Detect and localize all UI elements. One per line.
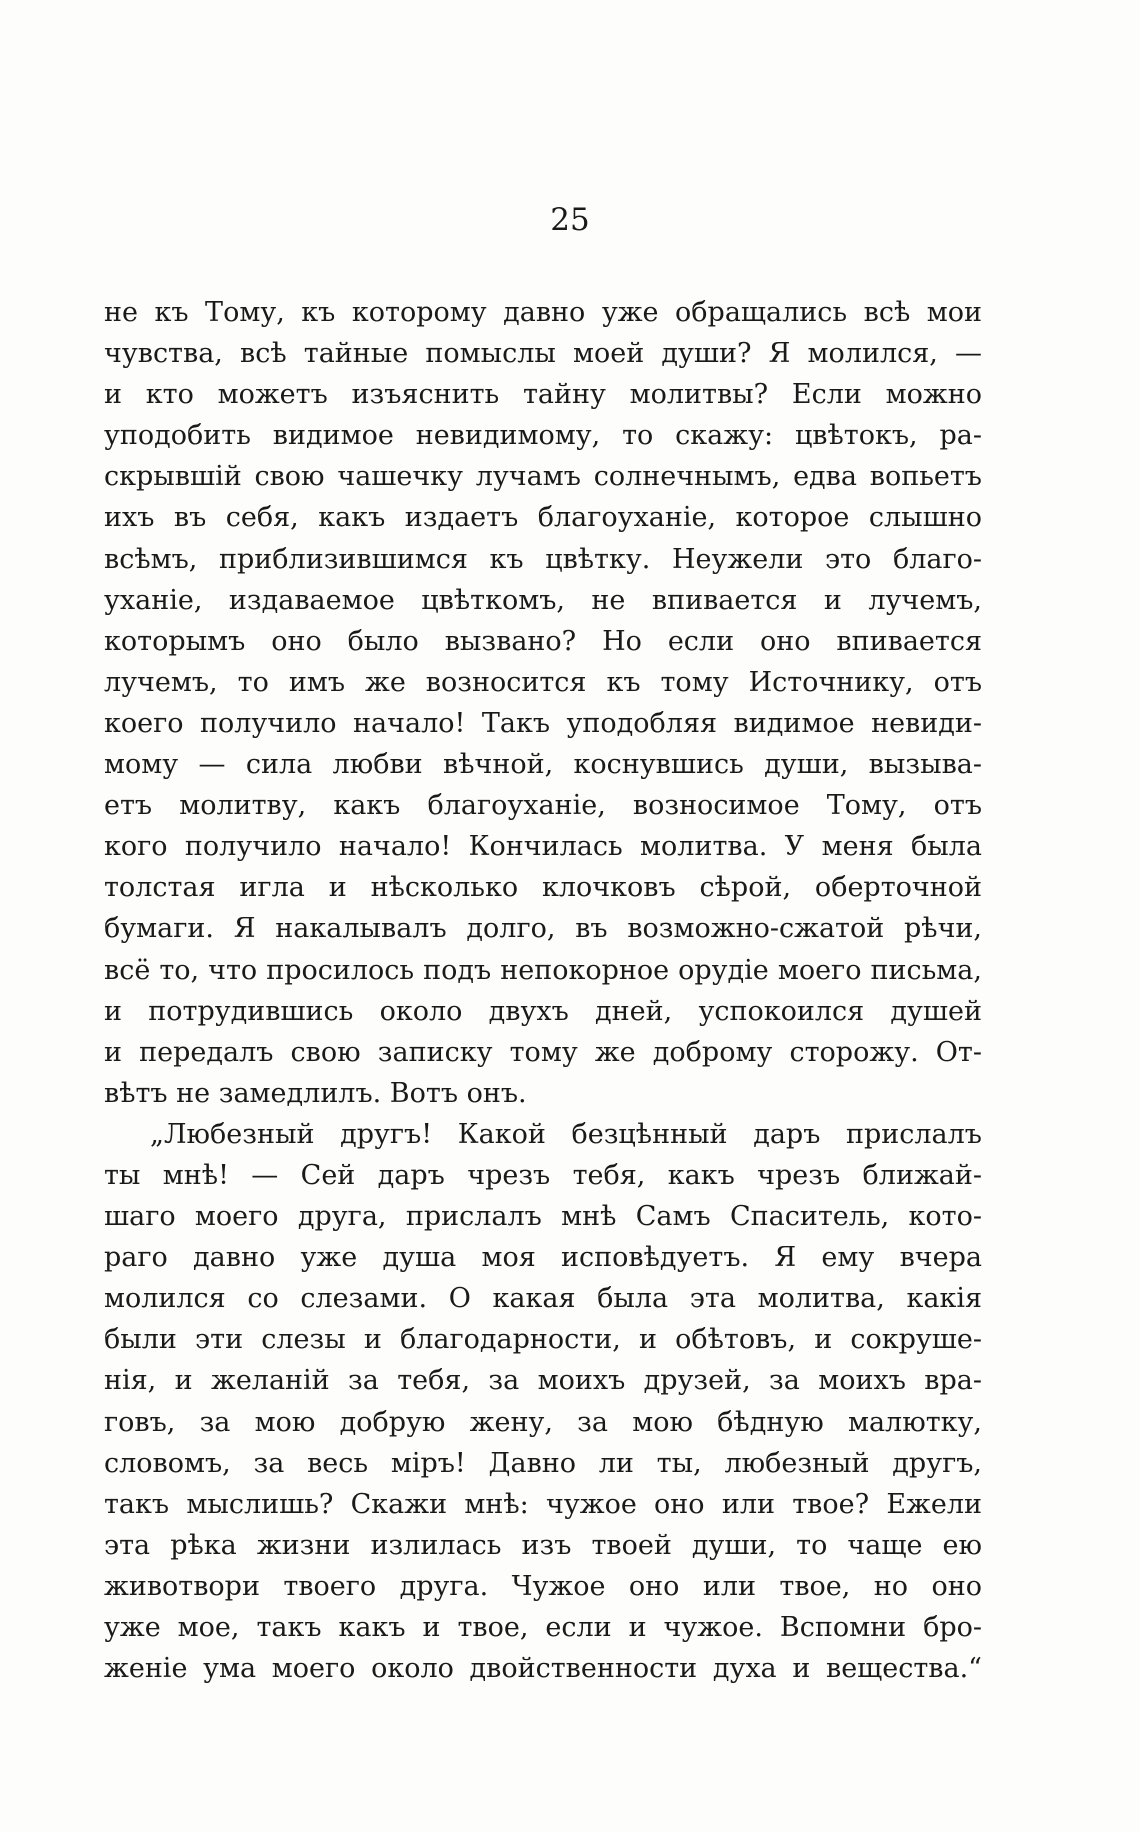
- text-line: коего получило начало! Такъ уподобляя видимое невиди-: [104, 707, 982, 739]
- body-text: [104, 292, 982, 1689]
- text-line: эта рѣка жизни излилась изъ твоей души, то чаще ею: [104, 1529, 982, 1561]
- text-line: и потрудившись около двухъ дней, успокоился душей: [104, 995, 982, 1027]
- text-line: которымъ оно было вызвано? Но если оно впивается: [104, 625, 982, 657]
- text-line: толстая игла и нѣсколько клочковъ сѣрой, оберточной: [104, 872, 982, 904]
- paragraph-start-line: „Любезный другъ! Какой безцѣнный даръ прислалъ: [150, 1118, 982, 1150]
- page-number: 25: [550, 202, 590, 238]
- text-line: скрывшій свою чашечку лучамъ солнечнымъ, едва вопьетъ: [104, 461, 982, 493]
- text-line: ты мнѣ! — Сей даръ чрезъ тебя, какъ чрезъ ближай-: [104, 1159, 982, 1191]
- text-line: нія, и желаній за тебя, за моихъ друзей, за моихъ вра-: [104, 1365, 982, 1397]
- text-line: молился со слезами. О какая была эта молитва, какія: [104, 1283, 982, 1315]
- text-line: уханіе, издаваемое цвѣткомъ, не впивается и лучемъ,: [104, 584, 982, 616]
- text-line: уподобить видимое невидимому, то скажу: цвѣтокъ, ра-: [104, 420, 982, 452]
- text-line: кого получило начало! Кончилась молитва. У меня была: [104, 831, 982, 863]
- text-line: словомъ, за весь міръ! Давно ли ты, любезный другъ,: [104, 1447, 982, 1479]
- text-line: етъ молитву, какъ благоуханіе, возносимое Тому, отъ: [104, 790, 982, 822]
- text-line: мому — сила любви вѣчной, коснувшись души, вызыва-: [104, 749, 982, 781]
- text-line: раго давно уже душа моя исповѣдуетъ. Я ему вчера: [104, 1242, 982, 1274]
- text-line: бумаги. Я накалывалъ долго, въ возможно-сжатой рѣчи,: [104, 913, 982, 945]
- text-line: такъ мыслишь? Скажи мнѣ: чужое оно или твое? Ежели: [104, 1488, 982, 1520]
- text-line: не къ Тому, къ которому давно уже обращались всѣ мои: [104, 297, 982, 328]
- text-line: шаго моего друга, прислалъ мнѣ Самъ Спаситель, кото-: [104, 1201, 982, 1233]
- text-line: ихъ въ себя, какъ издаетъ благоуханіе, которое слышно: [104, 502, 982, 534]
- text-line: и кто можетъ изъяснить тайну молитвы? Если можно: [104, 379, 982, 411]
- text-line: всё то, что просилось подъ непокорное орудіе моего письма,: [104, 954, 982, 986]
- text-line: животвори твоего друга. Чужое оно или твое, но оно: [104, 1570, 982, 1602]
- text-line: говъ, за мою добрую жену, за мою бѣдную малютку,: [104, 1406, 982, 1438]
- paragraph-end-line: вѣтъ не замедлилъ. Вотъ онъ.: [104, 1077, 527, 1109]
- text-line: всѣмъ, приблизившимся къ цвѣтку. Неужели это благо-: [104, 543, 982, 575]
- text-line: уже мое, такъ какъ и твое, если и чужое. Вспомни бро-: [104, 1612, 982, 1643]
- text-line: были эти слезы и благодарности, и обѣтовъ, и сокруше-: [104, 1324, 982, 1356]
- text-line: женіе ума моего около двойственности духа и вещества.“: [104, 1653, 982, 1685]
- text-line: лучемъ, то имъ же возносится къ тому Источнику, отъ: [104, 666, 982, 698]
- text-line: и передалъ свою записку тому же доброму сторожу. От-: [104, 1036, 982, 1068]
- text-line: чувства, всѣ тайные помыслы моей души? Я молился, —: [104, 338, 982, 370]
